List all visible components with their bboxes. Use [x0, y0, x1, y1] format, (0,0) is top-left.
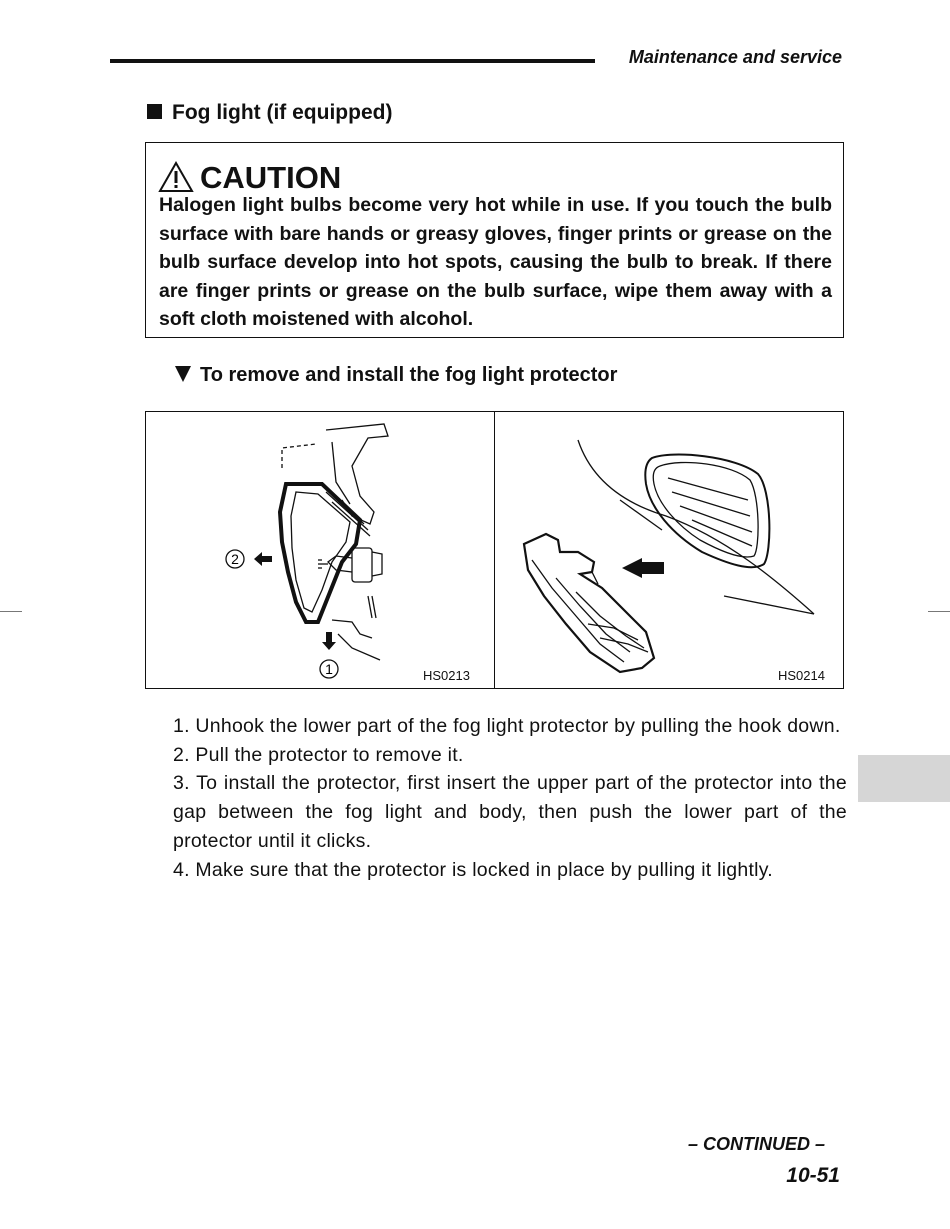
protector-illustration [496, 412, 843, 688]
figure-panel [145, 411, 844, 689]
procedure-steps [173, 712, 847, 884]
figure-code-right: HS0214 [778, 668, 825, 683]
caution-text: Halogen light bulbs become very hot while in use. If you touch the bulb surface with bare hands or greasy gloves, finger prints or grease on the bulb surface develop into hot spots, causing the bulb to break. If there are finger prints or grease on the bulb surface, wipe them away with a soft cloth moistened with alcohol. [159, 194, 832, 331]
page-number: 10-51 [786, 1164, 840, 1187]
section-title: Maintenance and service [628, 47, 842, 67]
continued-label: – CONTINUED – [687, 1134, 825, 1154]
caution-title: CAUTION [200, 160, 342, 195]
chapter-tab [858, 755, 950, 802]
warning-triangle-icon [158, 161, 194, 193]
figure-code-left: HS0213 [423, 668, 470, 683]
section-heading [147, 101, 392, 125]
caution-header [158, 153, 341, 193]
square-bullet-icon [147, 104, 162, 119]
step-item: 2. Pull the protector to remove it. [173, 743, 464, 766]
fog-light-illustration [146, 412, 494, 688]
procedure-heading-text: To remove and install the fog light protector [200, 364, 618, 386]
callout-2: 2 [231, 551, 239, 567]
caution-box [145, 142, 844, 338]
margin-tick-left [0, 611, 22, 612]
step-item: 4. Make sure that the protector is locked in place by pulling it lightly. [173, 858, 773, 881]
step-item: 1. Unhook the lower part of the fog light protector by pulling the hook down. [173, 715, 841, 737]
section-heading-text: Fog light (if equipped) [172, 101, 393, 124]
triangle-bullet-icon [175, 366, 191, 382]
header-rule [110, 59, 595, 63]
callout-1: 1 [325, 661, 333, 677]
step-item: 3. To install the protector, first insert the upper part of the protector into the gap between the fog light and body, then push the lower part of the protector until it clicks. [173, 772, 847, 852]
procedure-heading [175, 364, 617, 387]
figure-fog-light-removal [146, 412, 494, 688]
margin-tick-right [928, 611, 950, 612]
figure-protector-install [496, 412, 843, 688]
